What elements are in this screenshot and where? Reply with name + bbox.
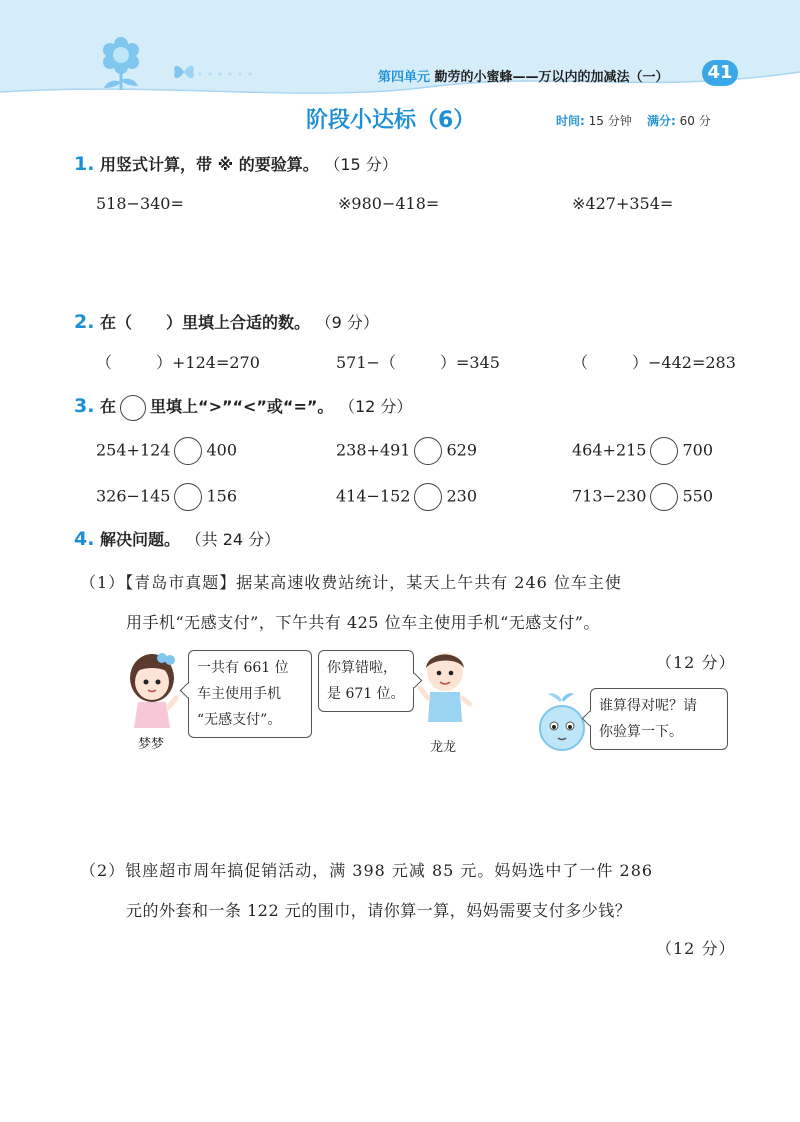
q3-item-2 — [336, 437, 477, 465]
q1-item-1: 518−340= — [96, 194, 184, 213]
question-2-number: 2. — [74, 311, 95, 333]
question-3-number: 3. — [74, 395, 95, 417]
q2-item-1-post: ）+124=270 — [156, 353, 260, 372]
q2-item-2 — [336, 350, 500, 373]
bubble-longlong-line1: 你算错啦， — [327, 660, 397, 676]
question-3-text-after: 里填上“>”“<”或“=”。 — [150, 397, 334, 416]
q4-part1-line2: 用手机“无感支付”，下午共有 425 位车主使用手机“无感支付”。 — [126, 613, 600, 632]
q2-item-1-pre: （ — [96, 353, 113, 372]
q3-item-6 — [572, 483, 713, 511]
q1-item-3: ※427+354= — [572, 194, 674, 213]
question-3-points: （12 分） — [338, 397, 413, 416]
q3-circle-2[interactable] — [414, 437, 442, 465]
unit-header — [378, 66, 669, 85]
q4-part1-label: （1） — [80, 573, 126, 592]
name-mengmeng: 梦梦 — [138, 737, 165, 752]
question-2-points: （9 分） — [315, 313, 379, 332]
speech-bubble-mengmeng — [188, 650, 312, 738]
boy-longlong-illustration — [414, 646, 476, 726]
water-drop-mascot-illustration — [534, 692, 590, 754]
q2-item-3 — [572, 350, 736, 373]
q3-item-3 — [572, 437, 713, 465]
question-3-heading — [74, 394, 412, 421]
question-2-text-before: 在（ — [100, 313, 133, 332]
q3-item-2-right: 629 — [446, 440, 478, 460]
girl-mengmeng-illustration — [120, 648, 184, 728]
bubble-mengmeng-line2: 车主使用手机 — [197, 686, 281, 702]
q3-item-5-right: 230 — [446, 486, 478, 506]
time-label: 时间: — [556, 114, 585, 128]
question-4-points: （共 24 分） — [185, 530, 281, 549]
question-4-heading — [74, 527, 280, 550]
q4-part1-points: （12 分） — [656, 653, 736, 672]
q2-item-3-post: ）−442=283 — [632, 353, 736, 372]
q2-item-2-post: ）=345 — [439, 353, 500, 372]
question-1-points: （15 分） — [324, 155, 398, 174]
q3-item-5-left: 414−152 — [336, 486, 411, 506]
q3-item-3-right: 700 — [682, 440, 714, 460]
q1-item-2: ※980−418= — [338, 194, 440, 213]
unit-label: 第四单元 — [378, 70, 431, 85]
q3-item-4 — [96, 483, 237, 511]
bubble-drop-line2: 你验算一下。 — [599, 724, 683, 740]
q3-item-4-left: 326−145 — [96, 486, 171, 506]
question-3-text-before: 在 — [100, 397, 117, 416]
flower-icon — [96, 34, 146, 90]
q2-item-2-pre: 571−（ — [336, 353, 396, 372]
q4-part2-text1: 银座超市周年搞促销活动，满 398 元减 85 元。妈妈选中了一件 286 — [125, 861, 654, 880]
q3-item-1-right: 400 — [206, 440, 238, 460]
page-title: 阶段小达标（6） — [306, 108, 476, 133]
question-2-text-after: ）里填上合适的数。 — [166, 313, 311, 332]
q4-part2-label: （2） — [80, 861, 126, 880]
q4-part1-text1: 据某高速收费站统计，某天上午共有 246 位车主使 — [236, 573, 622, 592]
q2-item-3-pre: （ — [572, 353, 589, 372]
question-4-text: 解决问题。 — [100, 530, 181, 549]
butterfly-icon — [172, 62, 196, 82]
q4-part2-points: （12 分） — [656, 939, 736, 958]
question-1-heading — [74, 152, 398, 175]
page-number: 41 — [702, 60, 738, 86]
q3-item-4-right: 156 — [206, 486, 238, 506]
q3-item-3-left: 464+215 — [572, 440, 647, 460]
q3-item-6-left: 713−230 — [572, 486, 647, 506]
speech-bubble-drop — [590, 688, 728, 750]
q3-item-1 — [96, 437, 237, 465]
score-label: 满分: — [647, 114, 676, 128]
example-circle — [120, 395, 146, 421]
dots-decoration — [196, 70, 366, 78]
q3-circle-1[interactable] — [174, 437, 202, 465]
score-value: 60 分 — [679, 114, 711, 128]
bubble-drop-line1: 谁算得对呢？请 — [599, 698, 697, 714]
bubble-mengmeng-line3: “无感支付”。 — [197, 712, 282, 728]
q3-item-5 — [336, 483, 477, 511]
q3-item-2-left: 238+491 — [336, 440, 411, 460]
bubble-longlong-line2: 是 671 位。 — [327, 686, 405, 702]
speech-bubble-longlong — [318, 650, 414, 712]
q3-circle-6[interactable] — [650, 483, 678, 511]
q4-part1-line1 — [80, 570, 622, 593]
question-2-heading — [74, 310, 379, 333]
time-meta — [556, 112, 711, 129]
question-4-number: 4. — [74, 528, 95, 550]
q4-part2-line1 — [80, 858, 653, 881]
q3-circle-5[interactable] — [414, 483, 442, 511]
q4-part1-source: 【青岛市真题】 — [125, 573, 237, 592]
name-longlong: 龙龙 — [430, 740, 457, 755]
q3-circle-4[interactable] — [174, 483, 202, 511]
time-value: 15 分钟 — [588, 114, 632, 128]
unit-title: 勤劳的小蜜蜂——万以内的加减法（一） — [434, 70, 669, 85]
q3-item-6-right: 550 — [682, 486, 714, 506]
bubble-mengmeng-line1: 一共有 661 位 — [197, 660, 289, 676]
q4-part2-line2: 元的外套和一条 122 元的围巾，请你算一算，妈妈需要支付多少钱？ — [126, 901, 632, 920]
q2-item-1 — [96, 350, 260, 373]
q3-circle-3[interactable] — [650, 437, 678, 465]
q3-item-1-left: 254+124 — [96, 440, 171, 460]
question-1-number: 1. — [74, 153, 95, 175]
question-1-text: 用竖式计算，带 ※ 的要验算。 — [100, 155, 319, 174]
